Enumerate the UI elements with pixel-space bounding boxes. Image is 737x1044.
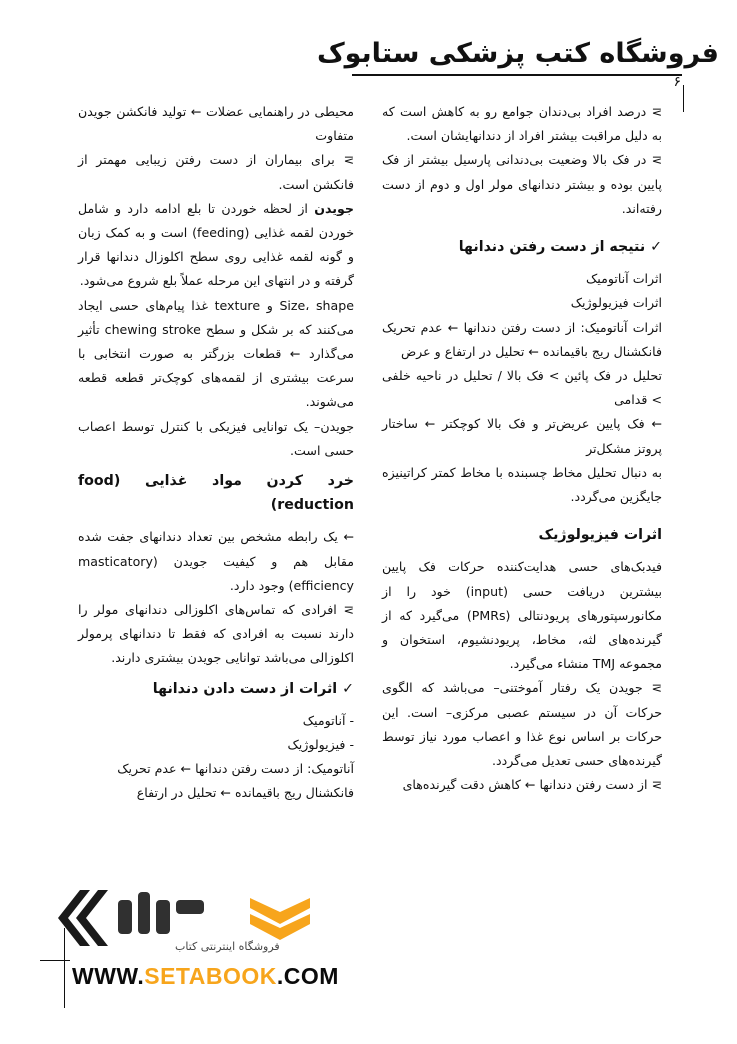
- paragraph: ⋝ در فک بالا وضعیت بی‌دندانی پارسیل بیشتر از فک پایین بوده و بیشتر دندانهای مولر اول و دوم از دست رفته‌اند.: [382, 152, 662, 216]
- section-heading: ✓ نتیجه از دست رفتن دندانها: [458, 239, 662, 256]
- section-heading: خرد کردن مواد غذایی (food reduction): [78, 473, 354, 514]
- url-suffix: .COM: [276, 963, 339, 989]
- right-margin-rule: [683, 85, 684, 112]
- watermark-subtitle: فروشگاه اینترنتی کتاب: [175, 940, 280, 953]
- book-icon: [250, 898, 310, 940]
- paragraph: فیدبک‌های حسی هدایت‌کننده حرکات فک پایین بیشترین دریافت حسی (input) خود را از مکانورسپتورهای پریودنتالی (PMRs) می‌گیرد که از گیرنده‌های لثه، مخاط، پریودنشیوم، استخوان و مجموعه TMJ منشاء می‌گیرد.: [382, 559, 662, 672]
- chevron-icon: [58, 890, 108, 946]
- paragraph: آناتومیک: از دست رفتن دندانها ← عدم تحریک: [117, 761, 354, 777]
- paragraph: به دنبال تحلیل مخاط چسبنده با مخاط کمتر کراتینیزه جایگزین می‌گردد.: [382, 464, 662, 505]
- url-prefix: WWW.: [72, 963, 145, 989]
- list-item: - فیزیولوژیک: [287, 737, 354, 753]
- header-rule: [352, 74, 682, 76]
- brand-letters-icon: [118, 892, 204, 934]
- paragraph: تحلیل در فک پائین > فک بالا / تحلیل در ناحیه خلفی > قدامی: [382, 368, 662, 408]
- paragraph: ⋝ درصد افراد بی‌دندان جوامع رو به کاهش است که به دلیل مراقبت بیشتر افراد از دندانهایشان است.: [382, 104, 662, 144]
- right-column: [382, 100, 662, 797]
- paragraph: ⋝ برای بیماران از دست رفتن زیبایی مهمتر از فانکشن است.: [78, 152, 354, 192]
- paragraph: ⋝ افرادی که تماس‌های اکلوزالی دندانهای مولر را دارند نسبت به افرادی که فقط تا دندانهای پرمولر اکلوزالی می‌باشد توانایی جویدن بیشتری دارند.: [78, 602, 354, 666]
- bottom-rule: [40, 960, 70, 961]
- paragraph: اثرات آناتومیک: [586, 271, 662, 287]
- paragraph: ⋝ جویدن یک رفتار آموختنی– می‌باشد که الگوی حرکات آن در سیستم عصبی مرکزی– است. این حرکات بر اساس نوع غذا و اعصاب مورد نیاز توسط گیرنده‌های حسی تعدیل می‌گردد.: [382, 680, 662, 769]
- paragraph: محیطی در راهنمایی عضلات ← تولید فانکشن جویدن متفاوت: [78, 104, 354, 144]
- paragraph: فانکشنال ریج باقیمانده ← تحلیل در ارتفاع: [136, 785, 354, 801]
- paragraph: جویدن– یک توانایی فیزیکی با کنترل توسط اعصاب حسی است.: [78, 418, 354, 458]
- page-title: فروشگاه کتب پزشکی ستابوک: [316, 38, 719, 69]
- term-label: جویدن: [314, 200, 354, 216]
- paragraph: ← یک رابطه مشخص بین تعداد دندانهای جفت شده مقابل هم و کیفیت جویدن (masticatory efficiency) وجود دارد.: [78, 529, 354, 593]
- page-number: ۶: [673, 74, 681, 90]
- paragraph: اثرات فیزیولوژیک: [570, 295, 662, 311]
- paragraph: ⋝ از دست رفتن دندانها ← کاهش دقت گیرنده‌های: [402, 777, 662, 793]
- section-heading: ✓ اثرات از دست دادن دندانها: [152, 680, 354, 697]
- watermark-url: [72, 963, 339, 990]
- section-heading: اثرات فیزیولوژیک: [538, 527, 662, 544]
- paragraph: Size، shape و texture غذا پیام‌های حسی ایجاد می‌کنند که بر شکل و سطح chewing stroke تأثیر می‌گذارد ← قطعات بزرگتر به صورت انتخابی با سرعت بیشتری از لقمه‌های کوچک‌تر قطعه قطعه می‌شوند.: [78, 297, 354, 410]
- left-column: [78, 100, 354, 806]
- paragraph: [78, 197, 354, 294]
- paragraph: ← فک پایین عریض‌تر و فک بالا کوچکتر ← ساختار پروتز مشکل‌تر: [382, 416, 662, 456]
- term-description: از لحظه خوردن تا بلع ادامه دارد و شامل خوردن لقمه غذایی (feeding) است و به کمک زبان و گونه لقمه غذایی روی سطح اکلوزال دندانها قرار گرفته و در انتهای این مرحله عملاً بلع شروع می‌شود.: [78, 200, 355, 289]
- list-item: - آناتومیک: [302, 712, 354, 728]
- paragraph: اثرات آناتومیک: از دست رفتن دندانها ← عدم تحریک فانکشنال ریج باقیمانده ← تحلیل در ارتفاع و عرض: [382, 319, 662, 359]
- url-brand: SETABOOK: [144, 963, 277, 989]
